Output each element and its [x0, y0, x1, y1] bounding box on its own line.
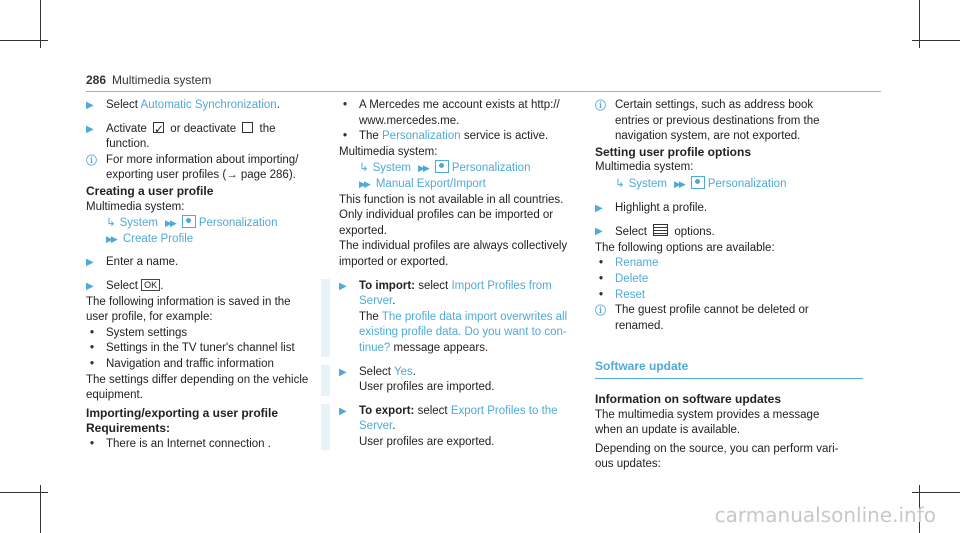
step: ▶ Highlight a profile. [595, 201, 845, 217]
step: ▶ Select Automatic Synchronization. [86, 98, 316, 114]
page-number: 286 [86, 73, 107, 87]
list-item: • Settings in the TV tuner's channel list [86, 341, 316, 357]
personalization-icon [435, 160, 449, 173]
heading-create-profile: Creating a user profile [86, 183, 214, 198]
option-reset[interactable]: • Reset [595, 288, 845, 304]
header-rule [86, 91, 881, 92]
menu-link-system[interactable]: System [372, 162, 411, 175]
depending-text: Depending on the source, you can perform vari-ous updates: [595, 442, 839, 471]
multimedia-label: Multimedia system: [595, 161, 694, 174]
settings-differ-text: The settings differ depending on the vehicle equipment. [86, 373, 309, 402]
option-rename[interactable]: • Rename [595, 256, 845, 272]
following-text: The following information is saved in the user profile, for example: [86, 295, 291, 324]
result-text: User profiles are exported. [359, 435, 495, 448]
menu-link-manual-export-import[interactable]: Manual Export/Import [375, 177, 486, 190]
menu-link-automatic-sync[interactable]: Automatic Synchronization [140, 99, 277, 111]
column-2 [339, 98, 569, 450]
info-note: ⓘ The guest profile cannot be deleted or renamed. [595, 304, 809, 332]
step: ▶ Enter a name. [86, 255, 316, 271]
checkbox-checked-icon: ✓ [154, 123, 164, 136]
return-arrow-icon: ↳ [106, 217, 116, 230]
menu-path [339, 177, 569, 193]
menu-path [86, 232, 316, 248]
step-arrow-icon: ▶ [86, 280, 91, 292]
crop-mark [912, 40, 960, 41]
step-arrow-icon: ▶ [595, 202, 600, 214]
list-item: • Navigation and traffic information [86, 357, 316, 373]
menu-path [86, 215, 316, 232]
import-step-block [321, 279, 569, 357]
heading-software-info: Information on software updates [595, 392, 782, 406]
yes-step-block [321, 365, 569, 396]
column-3 [595, 98, 845, 334]
step-arrow-icon: ▶ [339, 405, 344, 417]
menu-link-export-profiles[interactable]: Export Profiles to the Server [359, 404, 558, 433]
personalization-icon [691, 176, 705, 189]
import-message: The profile data import overwrites all existing profile data. Do you want to con-tinue? [359, 310, 568, 354]
step-arrow-icon: ▶ [339, 280, 344, 292]
personalization-icon [182, 215, 196, 228]
menu-link-import-profiles[interactable]: Import Profiles from Server [359, 279, 552, 308]
not-available-text: This function is not available in all countries. [339, 193, 564, 206]
personalization-link[interactable]: Personalization [382, 130, 461, 143]
return-arrow-icon: ↳ [615, 177, 625, 190]
result-text: User profiles are imported. [359, 381, 495, 394]
list-item: • The Personalization service is active. [339, 129, 569, 145]
list-item: • There is an Internet connection . [86, 437, 316, 453]
provides-text: The multimedia system provides a message when an update is available. [595, 408, 820, 437]
list-item: • System settings [86, 326, 316, 342]
column-1 [86, 98, 316, 452]
chevron-right-icon: ▶▶ [673, 178, 684, 189]
checkbox-unchecked-icon [242, 122, 253, 133]
export-step-block [321, 404, 569, 451]
options-available-text: The following options are available: [595, 241, 775, 254]
menu-link-yes[interactable]: Yes [393, 365, 413, 378]
info-note: ⓘ For more information about importing/ exporting user profiles (→ page 286). [86, 153, 299, 182]
menu-link-system[interactable]: System [119, 217, 158, 230]
crop-mark [912, 492, 960, 493]
chevron-right-icon: ▶▶ [106, 233, 116, 244]
info-note: ⓘ Certain settings, such as address book entries or previous destinations from the navigation system, are not exported. [595, 99, 820, 143]
only-individual-text: Only individual profiles can be imported or exported. [339, 209, 554, 237]
menu-link-system[interactable]: System [628, 177, 667, 190]
menu-path [339, 160, 569, 177]
message-text: The The profile data import overwrites all existing profile data. Do you want to con-tinue? message appears. [359, 310, 568, 354]
menu-path [595, 176, 845, 193]
crop-mark [0, 492, 48, 493]
chevron-right-icon: ▶▶ [417, 163, 428, 174]
menu-link-personalization[interactable]: Personalization [198, 217, 278, 230]
menu-link-create-profile[interactable]: Create Profile [122, 232, 194, 245]
chevron-right-icon: ▶▶ [164, 218, 175, 229]
menu-icon [653, 224, 668, 236]
heading-import-export: Importing/exporting a user profile [86, 405, 279, 420]
step-arrow-icon: ▶ [86, 123, 91, 135]
option-delete[interactable]: • Delete [595, 272, 845, 288]
step: ▶ To import: select Import Profiles from Server. [339, 279, 552, 308]
step-arrow-icon: ▶ [86, 257, 91, 269]
crop-mark [0, 40, 48, 41]
step-arrow-icon: ▶ [339, 366, 344, 378]
heading-profile-options: Setting user profile options [595, 144, 752, 159]
requirements-label: Requirements: [86, 421, 171, 436]
step: ▶ Select Yes. [339, 365, 569, 381]
multimedia-label: Multimedia system: [86, 200, 185, 213]
chevron-right-icon: ▶▶ [359, 178, 369, 189]
section-rule [595, 378, 863, 379]
step: ▶ Activate ✓ or deactivate the function. [86, 122, 276, 151]
info-icon: ⓘ [595, 100, 606, 112]
menu-link-personalization[interactable]: Personalization [451, 162, 531, 175]
page-title: Multimedia system [112, 73, 212, 87]
multimedia-label: Multimedia system: [339, 145, 438, 158]
section-title: Software update [595, 359, 689, 373]
ok-button-icon: OK [141, 279, 160, 291]
watermark: carmanualsonline.info [714, 503, 936, 527]
info-icon: ⓘ [86, 154, 97, 167]
page-header [86, 73, 211, 87]
software-update-section [595, 359, 863, 473]
step-arrow-icon: ▶ [595, 226, 600, 238]
info-icon: ⓘ [595, 305, 606, 318]
return-arrow-icon: ↳ [359, 162, 369, 175]
list-item: • A Mercedes me account exists at http:// www.mercedes.me. [339, 98, 569, 129]
menu-link-personalization[interactable]: Personalization [707, 177, 787, 190]
step: ▶ Select OK . [86, 279, 316, 295]
step-arrow-icon: ▶ [86, 100, 91, 111]
individual-text: The individual profiles are always collectively imported or exported. [339, 240, 568, 268]
step: ▶ To export: select Export Profiles to the Server. [339, 404, 558, 433]
step: ▶ Select options. [595, 226, 715, 239]
